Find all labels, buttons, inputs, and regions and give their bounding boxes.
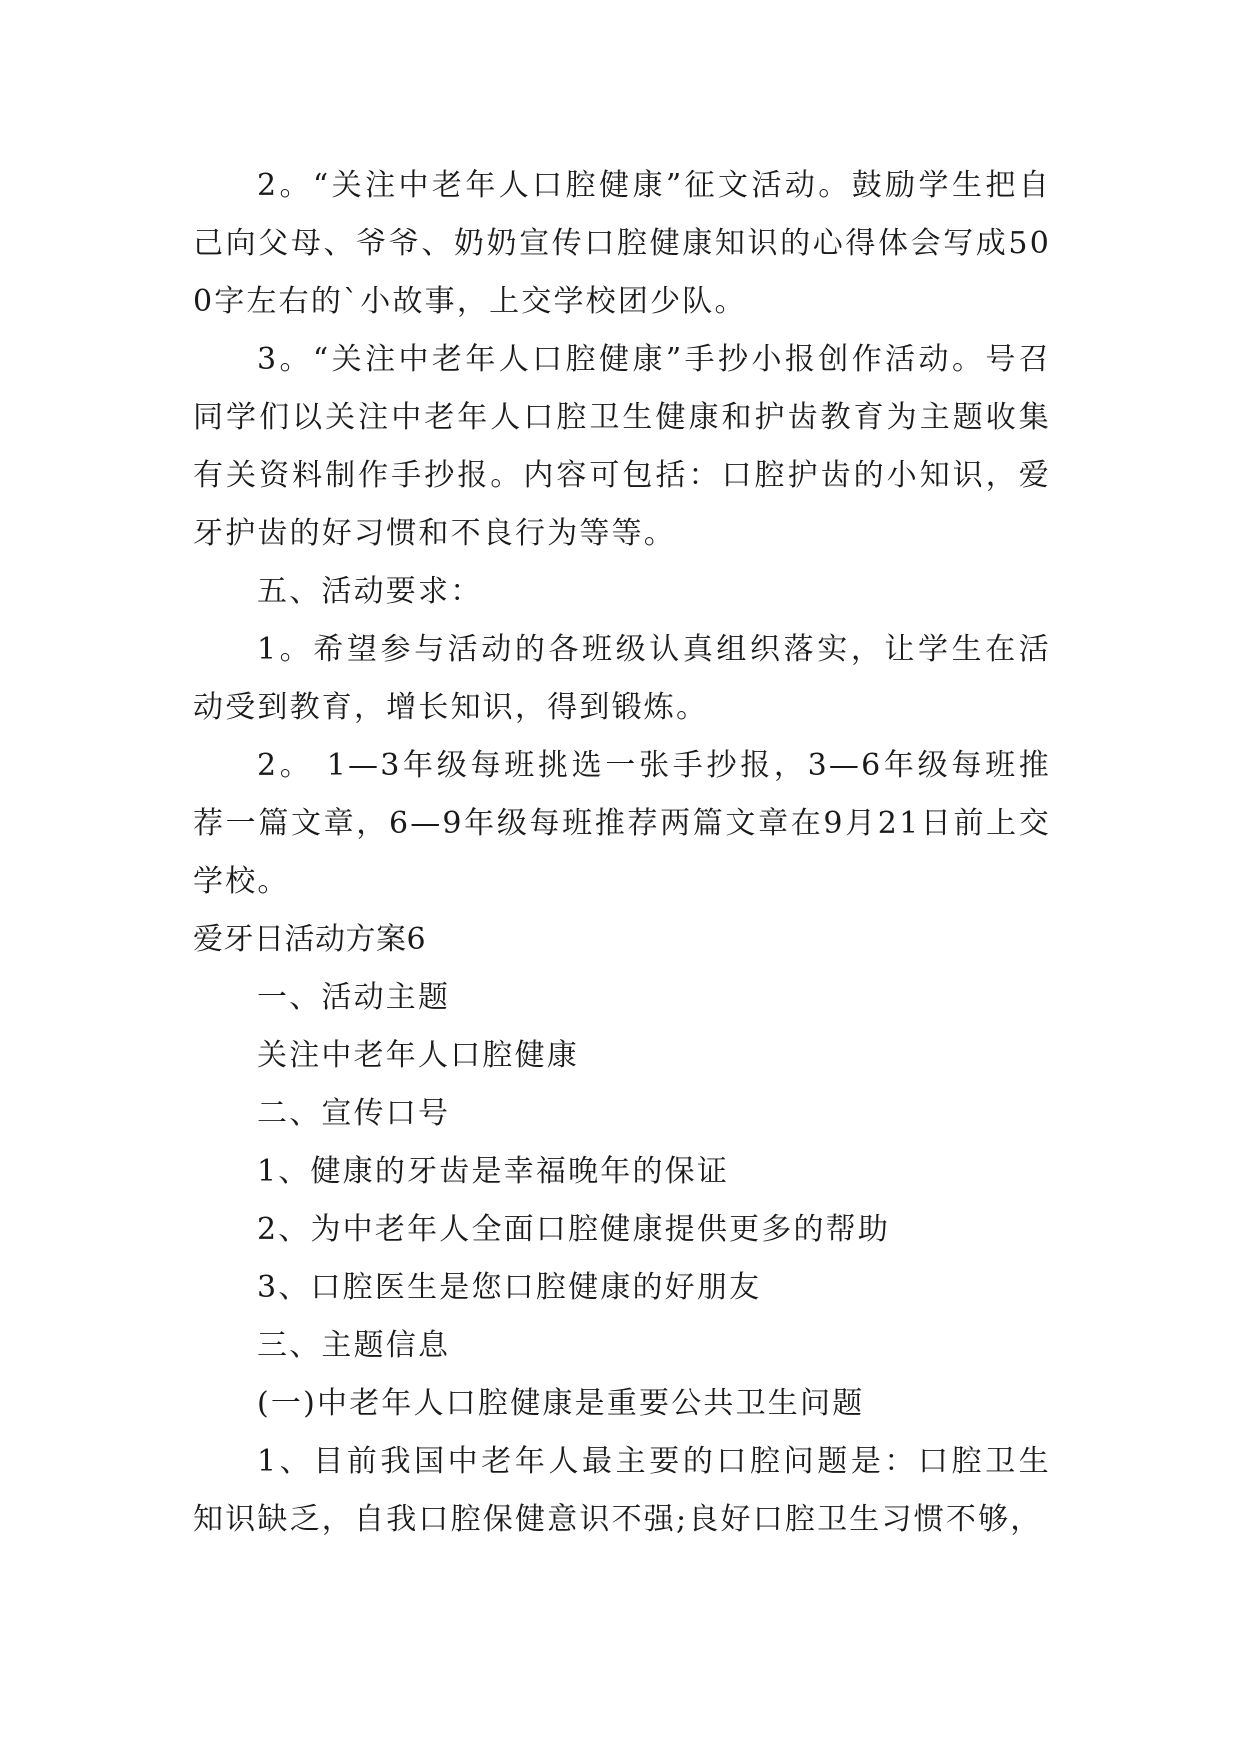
heading-subsection-1: (一)中老年人口腔健康是重要公共卫生问题 xyxy=(257,1386,865,1421)
heading-activity-requirements: 五、活动要求： xyxy=(257,574,483,609)
paragraph-essay-activity: 2。“关注中老年人口腔健康”征文活动。鼓励学生把自己向父母、爷爷、奶奶宣传口腔健康知识的心得体会写成500字左右的`小故事，上交学校团少队。 xyxy=(193,168,1051,319)
paragraph-handwritten-newspaper: 3。“关注中老年人口腔健康”手抄小报创作活动。号召同学们以关注中老年人口腔卫生健康和护齿教育为主题收集有关资料制作手抄报。内容可包括：口腔护齿的小知识，爱牙护齿的好习惯和不良行为等等。 xyxy=(193,342,1051,551)
heading-activity-theme: 一、活动主题 xyxy=(257,980,451,1015)
paragraph-slogan-2: 2、为中老年人全面口腔健康提供更多的帮助 xyxy=(257,1212,891,1247)
paragraph-oral-problems: 1、目前我国中老年人最主要的口腔问题是：口腔卫生知识缺乏，自我口腔保健意识不强;良好口腔卫生习惯不够， xyxy=(193,1444,1051,1537)
paragraph-requirement-1: 1。希望参与活动的各班级认真组织落实，让学生在活动受到教育，增长知识，得到锻炼。 xyxy=(193,632,1051,725)
section-title-plan-6: 爱牙日活动方案6 xyxy=(193,922,427,957)
paragraph-theme-text: 关注中老年人口腔健康 xyxy=(257,1038,579,1073)
paragraph-requirement-2: 2。 1—3年级每班挑选一张手抄报，3—6年级每班推荐一篇文章，6—9年级每班推荐两篇文章在9月21日前上交学校。 xyxy=(193,748,1051,899)
paragraph-slogan-3: 3、口腔医生是您口腔健康的好朋友 xyxy=(257,1270,762,1305)
heading-theme-info: 三、主题信息 xyxy=(257,1328,451,1363)
document-body xyxy=(193,157,1051,1549)
heading-slogans: 二、宣传口号 xyxy=(257,1096,451,1131)
paragraph-slogan-1: 1、健康的牙齿是幸福晚年的保证 xyxy=(257,1154,730,1189)
